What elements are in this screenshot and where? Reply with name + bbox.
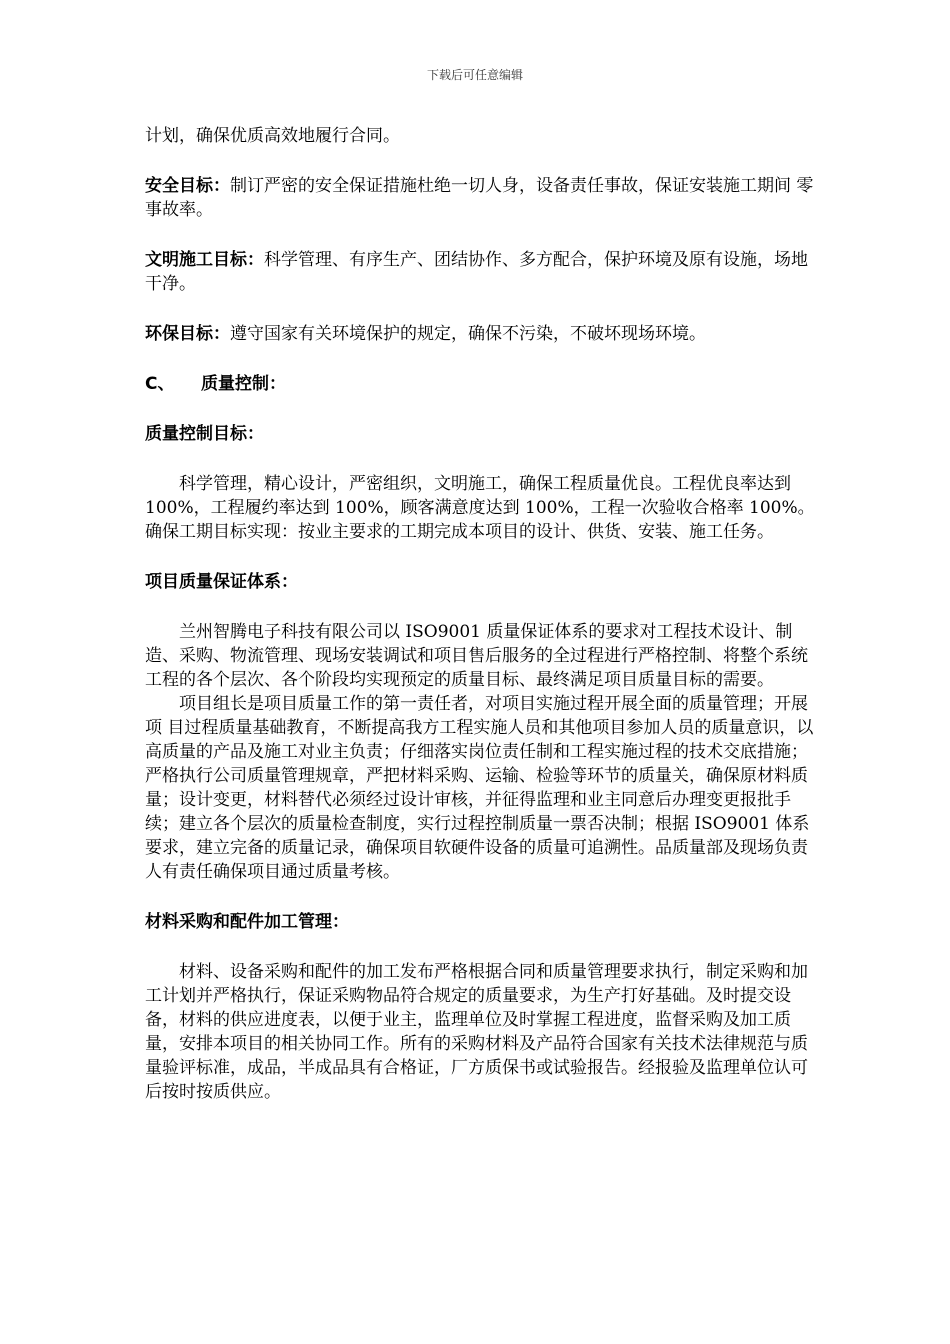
safety-goal-paragraph — [145, 174, 817, 222]
document-body — [145, 124, 817, 1104]
environment-goal-label: 环保目标： — [145, 324, 230, 344]
quality-system-body-1: 兰州智腾电子科技有限公司以 ISO9001 质量保证体系的要求对工程技术设计、制造、采购、物流管理、现场安装调试和项目售后服务的全过程进行严格控制、将整个系统工程的各个层次、各个阶段均实现预定的质量目标、最终满足项目质量目标的需要。 — [145, 622, 808, 690]
safety-goal-label: 安全目标： — [145, 176, 230, 196]
procurement-heading: 材料采购和配件加工管理： — [145, 912, 349, 932]
section-c-heading — [145, 372, 817, 396]
quality-system-body-2: 项目组长是项目质量工作的第一责任者，对项目实施过程开展全面的质量管理；开展项 目过程质量基础教育，不断提高我方工程实施人员和其他项目参加人员的质量意识，以高质量的产品及施工对业主负责；仔细落实岗位责任制和工程实施过程的技术交底措施；严格执行公司质量管理规章，严把材料采购、运输、检验等环节的质量关，确保原材料质量；设计变更，材料替代必须经过设计审核，并征得监理和业主同意后办理变更报批手续；建立各个层次的质量检查制度，实行过程控制质量一票否决制；根据 ISO9001 体系要求，建立完备的质量记录，确保项目软硬件设备的质量可追溯性。品质量部及现场负责人有责任确保项目通过质量考核。 — [145, 694, 814, 882]
page-header: 下载后可任意编辑 — [426, 68, 523, 82]
quality-system-heading: 项目质量保证体系： — [145, 572, 298, 592]
environment-goal-paragraph — [145, 322, 817, 346]
quality-goal-body: 科学管理，精心设计，严密组织，文明施工，确保工程质量优良。工程优良率达到100%，工程履约率达到 100%，顾客满意度达到 100%，工程一次验收合格率 100%。确保工期目标实现：按业主要求的工期完成本项目的设计、供货、安装、施工任务。 — [145, 474, 815, 542]
procurement-body: 材料、设备采购和配件的加工发布严格根据合同和质量管理要求执行，制定采购和加工计划并严格执行，保证采购物品符合规定的质量要求，为生产打好基础。及时提交设备，材料的供应进度表，以便于业主，监理单位及时掌握工程进度，监督采购及加工质量，安排本项目的相关协同工作。所有的采购材料及产品符合国家有关技术法律规范与质量验评标准，成品，半成品具有合格证，厂方质保书或试验报告。经报验及监理单位认可后按时按质供应。 — [145, 962, 808, 1102]
safety-goal-text: 制订严密的安全保证措施杜绝一切人身，设备责任事故，保证安装施工期间 零事故率。 — [145, 176, 814, 220]
civilized-goal-text: 科学管理、有序生产、团结协作、多方配合，保护环境及原有设施，场地干净。 — [145, 250, 808, 294]
quality-goal-heading: 质量控制目标： — [145, 424, 264, 444]
intro-paragraph: 计划，确保优质高效地履行合同。 — [145, 126, 400, 146]
civilized-goal-label: 文明施工目标： — [145, 250, 264, 270]
section-c-title: 质量控制： — [201, 374, 286, 394]
section-c-mark: C、 — [145, 374, 175, 394]
civilized-goal-paragraph — [145, 248, 817, 296]
environment-goal-text: 遵守国家有关环境保护的规定，确保不污染，不破坏现场环境。 — [230, 324, 706, 344]
